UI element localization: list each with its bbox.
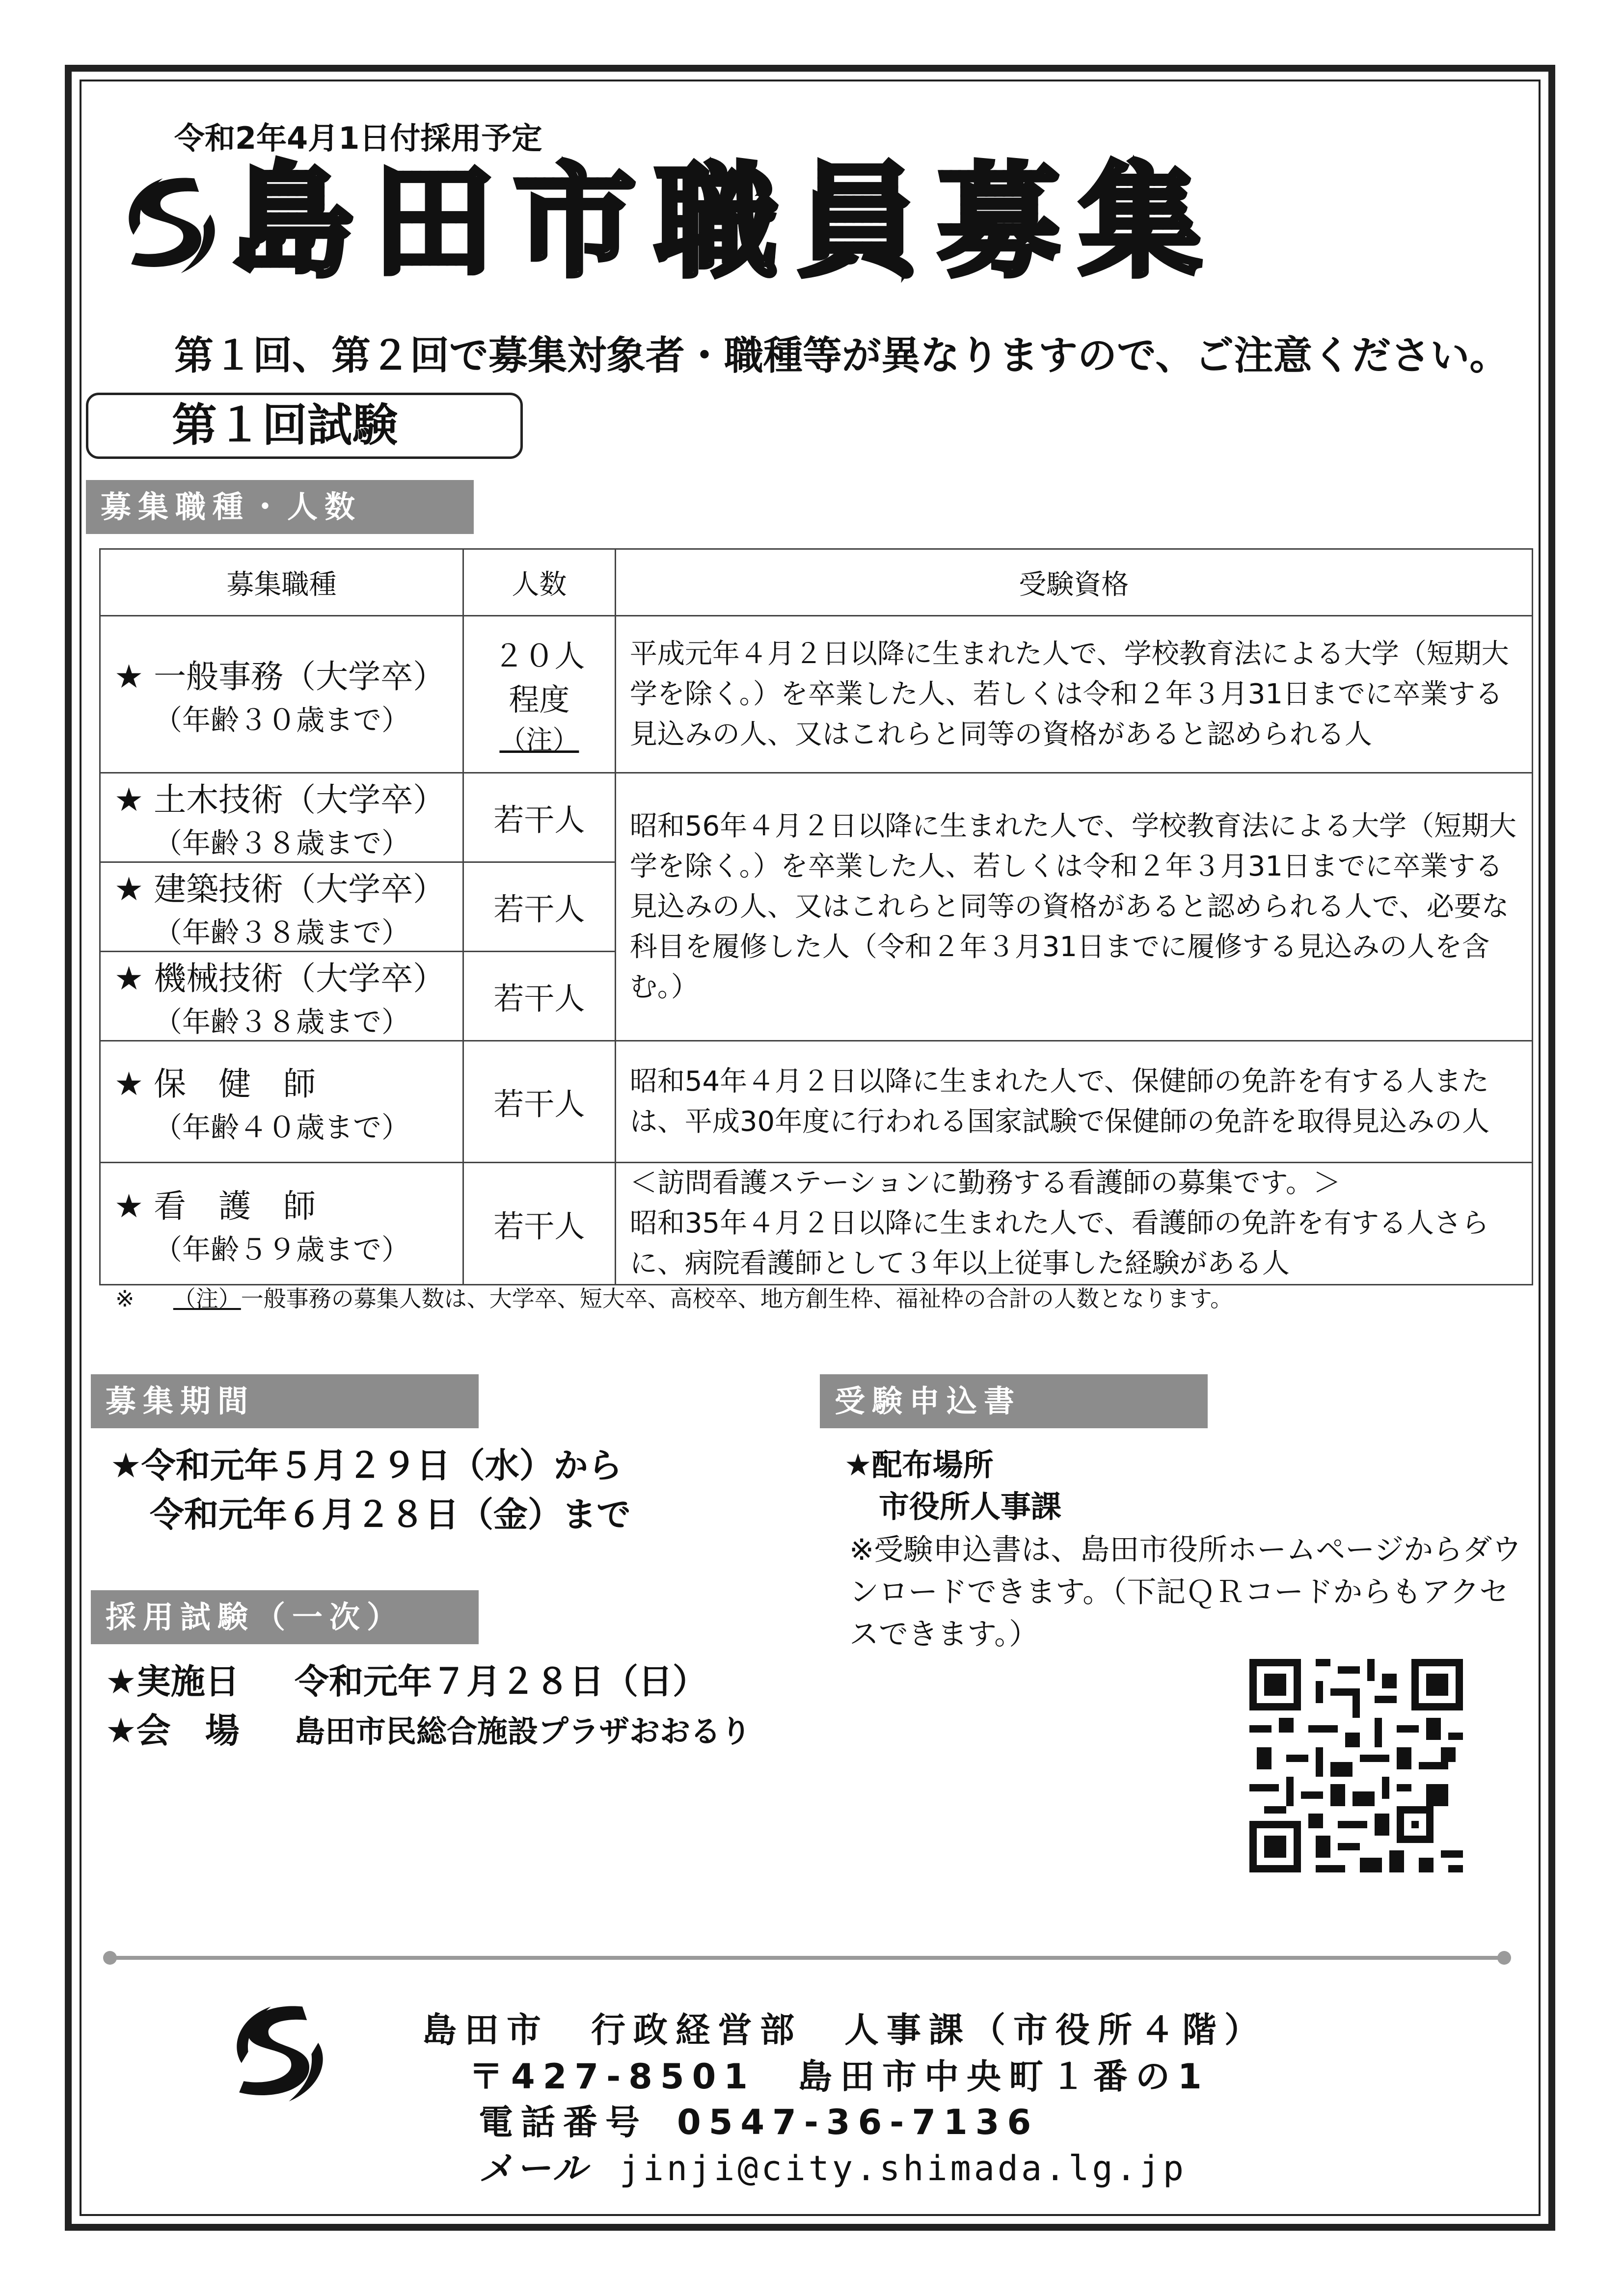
notice: 第１回、第２回で募集対象者・職種等が異なりますので、ご注意ください。 (174, 333, 1509, 378)
job-title: ★ 土木技術（大学卒） (114, 781, 446, 819)
count: 若干人 (463, 862, 615, 952)
jobs-table (99, 548, 1533, 1285)
phone-number: 0547-36-7136 (677, 2102, 1039, 2142)
exam-date: 令和元年７月２８日（日） (295, 1661, 707, 1702)
application-note: ※受験申込書は、島田市役所ホームページからダウンロードできます。（下記ＱＲコードからもアクセスできます。） (849, 1533, 1522, 1652)
job-age: （年齢５９歳まで） (154, 1232, 410, 1266)
job-age: （年齢３８歳まで） (154, 827, 410, 860)
qualification: 平成元年４月２日以降に生まれた人で、学校教育法による大学（短期大学を除く。）を卒業した人、若しくは令和２年３月31日までに卒業する見込みの人、又はこれらと同等の資格があると認められる人 (615, 616, 1532, 773)
section-jobs: 募集職種・人数 (86, 480, 474, 534)
table-row (100, 773, 1533, 862)
count: 若干人 (463, 952, 615, 1041)
application-place: 市役所人事課 (879, 1489, 1062, 1524)
qualification: 昭和56年４月２日以降に生まれた人で、学校教育法による大学（短期大学を除く。）を卒業した人、若しくは令和２年３月31日までに卒業する見込みの人、又はこれらと同等の資格があると認められる人で、必要な科目を履修した人（令和２年３月31日までに履修する見込みの人を含む。） (615, 773, 1532, 1041)
footnote-mark: ※ (115, 1285, 135, 1312)
table-row (100, 1041, 1533, 1163)
contact-dept: 島田市 行政経営部 人事課（市役所４階） (422, 2010, 1267, 2050)
table-row (100, 616, 1533, 773)
qualification: 昭和35年４月２日以降に生まれた人で、看護師の免許を有する人さらに、病院看護師として３年以上従事した経験がある人 (629, 1207, 1489, 1280)
section-period: 募集期間 (91, 1374, 479, 1428)
mail-label: メール (479, 2148, 590, 2189)
count: ２０人 (493, 638, 585, 674)
page-title: 島田市職員募集 (231, 151, 1220, 294)
period-from: ★令和元年５月２９日（水）から (110, 1445, 622, 1486)
count: 程度 (509, 682, 570, 718)
count: 若干人 (463, 773, 615, 862)
qualification: 昭和54年４月２日以降に生まれた人で、保健師の免許を有する人または、平成30年度に行われる国家試験で保健師の免許を取得見込みの人 (615, 1041, 1532, 1163)
header-job: 募集職種 (100, 549, 463, 616)
job-title: ★ 機械技術（大学卒） (114, 960, 446, 997)
exam-round-label: 第１回試験 (86, 393, 523, 459)
divider-dot (1497, 1951, 1511, 1965)
job-age: （年齢４０歳まで） (154, 1111, 410, 1144)
footnote (115, 1281, 1233, 1313)
exam-venue-label: ★会 場 (106, 1710, 240, 1751)
job-age: （年齢３８歳まで） (154, 1005, 410, 1039)
contact-mail (479, 2141, 1187, 2190)
qr-code-icon[interactable] (1249, 1659, 1463, 1872)
footnote-text: 一般事務の募集人数は、大学卒、短大卒、高校卒、地方創生枠、福祉枠の合計の人数となります。 (241, 1285, 1233, 1312)
job-title: ★ 看 護 師 (114, 1187, 316, 1225)
application-place-label: ★配布場所 (844, 1447, 994, 1483)
job-age: （年齢３０歳まで） (154, 703, 410, 737)
table-row (100, 1163, 1533, 1285)
job-title: ★ 建築技術（大学卒） (114, 870, 446, 908)
contact-phone (479, 2095, 1039, 2144)
job-title: ★ 一般事務（大学卒） (114, 658, 446, 695)
count: 若干人 (463, 1163, 615, 1285)
job-age: （年齢３８歳まで） (154, 916, 410, 949)
city-logo-icon (115, 169, 228, 282)
subtitle: 令和2年4月1日付採用予定 (174, 120, 542, 156)
footnote-tag: （注） (173, 1285, 241, 1312)
count: 若干人 (463, 1041, 615, 1163)
divider-dot (103, 1951, 117, 1965)
divider (107, 1956, 1506, 1960)
city-logo-icon (223, 1998, 336, 2110)
exam-date-label: ★実施日 (106, 1661, 240, 1702)
phone-label: 電話番号 (479, 2102, 648, 2142)
section-application: 受験申込書 (820, 1374, 1208, 1428)
exam-venue: 島田市民総合施設プラザおおるり (295, 1713, 752, 1749)
job-title: ★ 保 健 師 (114, 1065, 316, 1103)
qualification-heading: ＜訪問看護ステーションに勤務する看護師の募集です。＞ (629, 1167, 1341, 1199)
note-marker: （注） (499, 724, 579, 755)
mail-address[interactable]: jinji@city.shimada.lg.jp (619, 2148, 1187, 2189)
header-qualification: 受験資格 (615, 549, 1532, 616)
section-exam: 採用試験（一次） (91, 1590, 479, 1644)
contact-address: 〒427-8501 島田市中央町１番の1 (469, 2056, 1210, 2097)
period-to: 令和元年６月２８日（金）まで (150, 1495, 631, 1535)
header-count: 人数 (463, 549, 615, 616)
